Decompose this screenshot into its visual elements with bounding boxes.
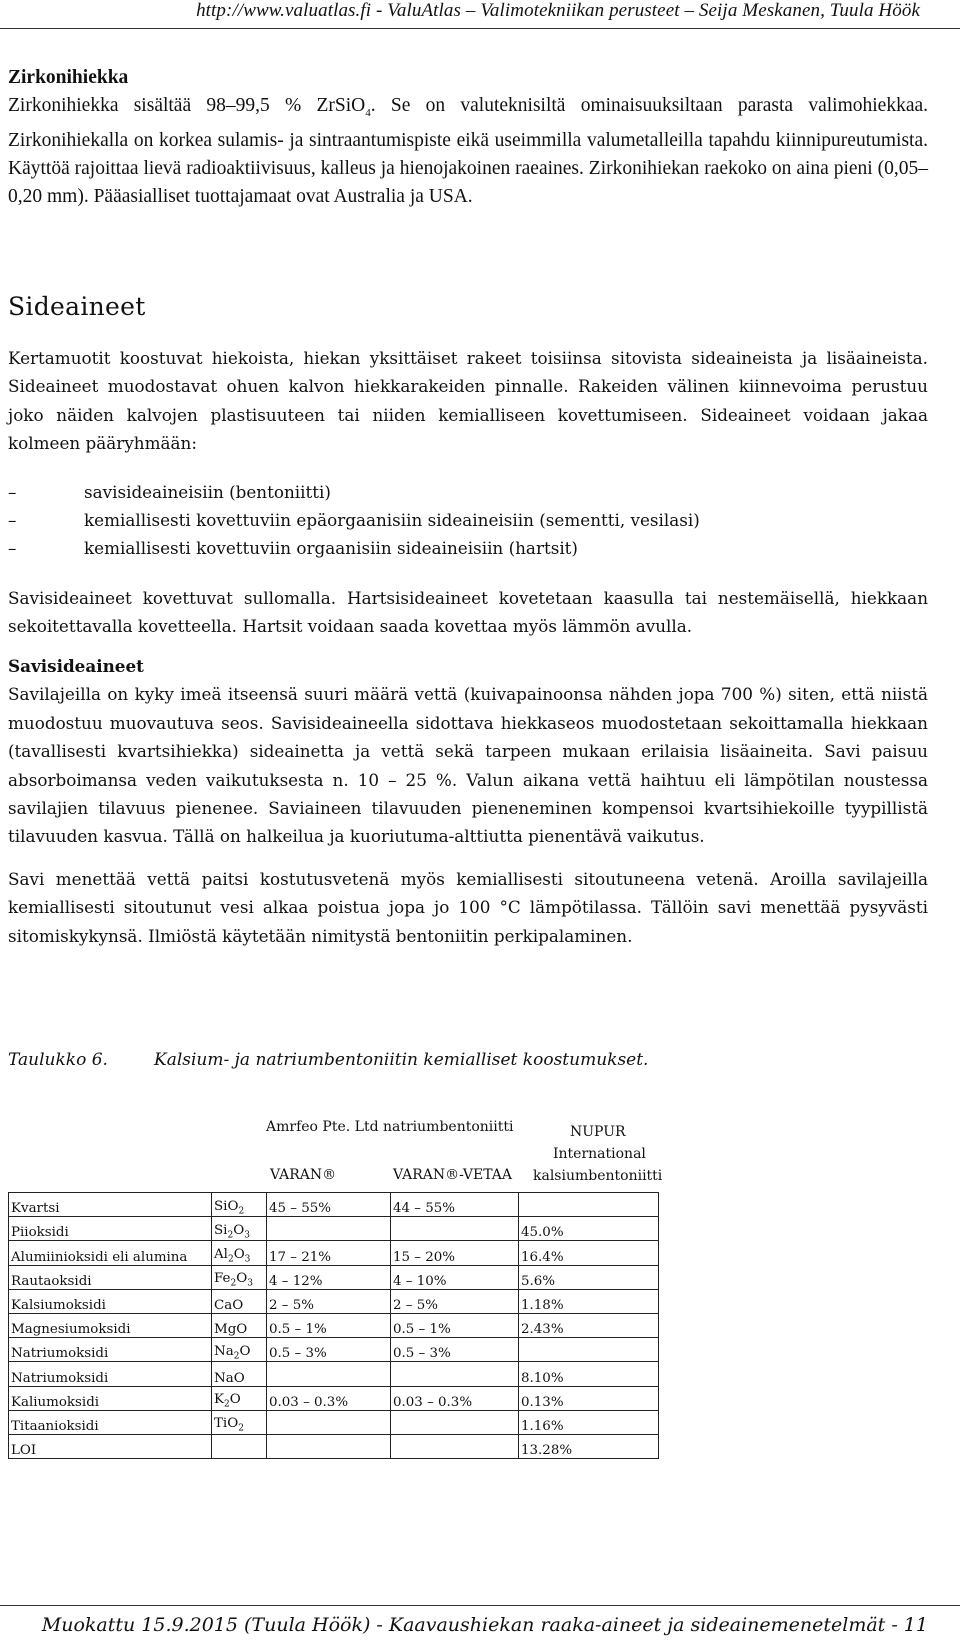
formula-element: Si — [214, 1222, 228, 1238]
table-header-nupur-international: International — [553, 1146, 646, 1162]
cell-varan: 45 – 55% — [267, 1193, 391, 1217]
table-row — [9, 1386, 659, 1410]
sideaineet-intro: Kertamuotit koostuvat hiekoista, hiekan yksittäiset rakeet toisiinsa sitovista sideaineista ja lisäaineista. Sideaineet muodostavat ohuen kalvon hiekkarakeiden pinnalle. Rakeiden välinen kiinnevoima perustuu joko näiden kalvojen plastisuuteen tai niiden kemialliseen kovettumiseen. Sideaineet voidaan jakaa kolmeen pääryhmään: — [8, 348, 928, 454]
sideaineet-closing: Savisideaineet kovettuvat sullomalla. Hartsisideaineet kovetetaan kaasulla tai nestemäisellä, hiekkaan sekoitettavalla kovetteella. Hartsit voidaan saada kovettaa myös lämmön avulla. — [8, 587, 928, 637]
cell-formula — [212, 1217, 267, 1241]
cell-nupur — [519, 1193, 659, 1217]
cell-nupur: 2.43% — [519, 1313, 659, 1337]
cell-nupur: 45.0% — [519, 1217, 659, 1241]
formula-subscript: 2 — [238, 1206, 245, 1217]
cell-formula — [212, 1265, 267, 1289]
formula-subscript: 2 — [227, 1254, 234, 1265]
cell-formula — [212, 1313, 267, 1337]
cell-compound-name: Kaliumoksidi — [9, 1386, 212, 1410]
cell-nupur: 13.28% — [519, 1434, 659, 1458]
dash-bullet: – — [8, 481, 17, 502]
table-row — [9, 1362, 659, 1386]
cell-varan-vetaa: 2 – 5% — [391, 1289, 519, 1313]
cell-varan: 0.5 – 1% — [267, 1313, 391, 1337]
cell-compound-name: Piioksidi — [9, 1217, 212, 1241]
list-item — [8, 506, 928, 534]
table-row — [9, 1313, 659, 1337]
table-row — [9, 1193, 659, 1217]
cell-varan — [267, 1410, 391, 1434]
cell-varan — [267, 1362, 391, 1386]
list-item — [8, 534, 928, 562]
formula-subscript: 2 — [233, 1351, 240, 1362]
formula-element: O — [236, 1271, 248, 1287]
cell-varan-vetaa — [391, 1434, 519, 1458]
cell-formula — [212, 1386, 267, 1410]
zirkonihiekka-heading: Zirkonihiekka — [8, 67, 129, 88]
table-header-nupur-kalsium: kalsiumbentoniitti — [533, 1168, 663, 1184]
cell-nupur: 1.18% — [519, 1289, 659, 1313]
cell-compound-name: Kalsiumoksidi — [9, 1289, 212, 1313]
cell-varan-vetaa: 4 – 10% — [391, 1265, 519, 1289]
cell-nupur: 0.13% — [519, 1386, 659, 1410]
page-footer: Muokattu 15.9.2015 (Tuula Höök) - Kaavaushiekan raaka-aineet ja sideainemenetelmät - 11 — [41, 1614, 928, 1636]
cell-nupur — [519, 1338, 659, 1362]
formula-subscript: 3 — [244, 1254, 251, 1265]
cell-varan-vetaa: 0.03 – 0.3% — [391, 1386, 519, 1410]
binder-group-list — [8, 478, 928, 562]
cell-formula — [212, 1338, 267, 1362]
cell-nupur: 5.6% — [519, 1265, 659, 1289]
cell-compound-name: Rautaoksidi — [9, 1265, 212, 1289]
table-row — [9, 1410, 659, 1434]
sideaineet-section — [8, 344, 928, 640]
table-row — [9, 1338, 659, 1362]
formula-element: TiO — [214, 1416, 239, 1432]
cell-formula — [212, 1410, 267, 1434]
cell-varan — [267, 1434, 391, 1458]
cell-compound-name: Alumiinioksidi eli alumina — [9, 1241, 212, 1265]
header-divider — [0, 28, 960, 29]
cell-nupur: 16.4% — [519, 1241, 659, 1265]
table-header-varan: VARAN® — [270, 1167, 337, 1183]
cell-formula — [212, 1362, 267, 1386]
formula-subscript: 2 — [224, 1399, 230, 1410]
cell-compound-name: Kvartsi — [9, 1193, 212, 1217]
sideaineet-heading: Sideaineet — [8, 292, 146, 321]
cell-varan: 0.03 – 0.3% — [267, 1386, 391, 1410]
list-item-text: kemiallisesti kovettuviin orgaanisiin sideaineisiin (hartsit) — [84, 537, 578, 558]
cell-varan-vetaa — [391, 1410, 519, 1434]
savisideaineet-paragraph-2: Savi menettää vettä paitsi kostutusvetenä myös kemiallisesti sitoutuneena vetenä. Aroilla savilajeilla kemiallisesti sitoutunut vesi alkaa poistua jopa jo 100 °C lämpötilassa. Tällöin savi menettää pysyvästi sitomiskykynsä. Ilmiöstä käytetään nimitystä bentoniitin perkipalaminen. — [8, 868, 928, 946]
formula-subscript: 2 — [230, 1278, 237, 1289]
table-header-group: Amrfeo Pte. Ltd natriumbentoniitti — [266, 1119, 514, 1135]
zirkonihiekka-text-rest: . Se on valuteknisiltä ominaisuuksiltaan parasta valimohiekkaa. Zirkonihiekalla on korkea sulamis- ja sintraantumispiste eikä useimmilla valumetalleilla tapahdu kiinnipureutumista. Käyttöä rajoittaa lievä radioaktiivisuus, kalleus ja hienojakoinen raeaines. Zirkonihiekan raekoko on aina pieni (0,05–0,20 mm). Pääasialliset tuottajamaat ovat Australia ja USA. — [8, 94, 929, 207]
cell-formula — [212, 1289, 267, 1313]
table-row — [9, 1434, 659, 1458]
cell-formula — [212, 1434, 267, 1458]
table-header-nupur: NUPUR — [570, 1124, 626, 1140]
savisideaineet-paragraph-1: Savilajeilla on kyky imeä itseensä suuri määrä vettä (kuivapainoonsa nähden jopa 700 %) siten, että niistä muodostuu muovautuva seos. Savisideaineella sidottava hiekkaseos muodostetaan sekoittamalla hiekkaan (tavallisesti kvartsihiekka) sideainetta ja vettä sekä tarpeen mukaan erilaisia lisäaineita. Savi paisuu absorboimansa veden vaikutuksesta n. 10 – 25 %. Valun aikana vettä haihtuu eli lämpötilan noustessa savilajien tilavuus pienenee. Saviaineen tilavuuden pieneneminen kompensoi kvartsihiekoille tyypillistä tilavuuden kasvua. Tällä on halkeilua ja kuoriutuma-alttiutta pienentävä vaikutus. — [8, 684, 928, 847]
table-caption-label: Taulukko 6. — [8, 1050, 108, 1070]
zirkonihiekka-text-start: Zirkonihiekka sisältää 98–99,5 % ZrSiO — [8, 94, 366, 116]
cell-varan-vetaa — [391, 1362, 519, 1386]
savisideaineet-section — [8, 652, 928, 950]
cell-varan-vetaa: 0.5 – 1% — [391, 1313, 519, 1337]
composition-table — [8, 1192, 659, 1459]
cell-compound-name: Natriumoksidi — [9, 1362, 212, 1386]
page-header: http://www.valuatlas.fi - ValuAtlas – Valimotekniikan perusteet – Seija Meskanen, Tuula Höök — [196, 0, 920, 21]
cell-compound-name: Natriumoksidi — [9, 1338, 212, 1362]
formula-element: O — [233, 1222, 245, 1238]
cell-varan-vetaa — [391, 1217, 519, 1241]
formula-element: NaO — [214, 1370, 245, 1386]
cell-varan-vetaa: 15 – 20% — [391, 1241, 519, 1265]
formula-element: Fe — [214, 1271, 231, 1287]
footer-divider — [0, 1605, 960, 1606]
formula-element: O — [239, 1343, 251, 1359]
cell-varan: 2 – 5% — [267, 1289, 391, 1313]
formula-element: Na — [214, 1343, 234, 1359]
cell-varan: 4 – 12% — [267, 1265, 391, 1289]
formula-element: MgO — [214, 1322, 248, 1338]
table-row — [9, 1289, 659, 1313]
cell-nupur: 1.16% — [519, 1410, 659, 1434]
savisideaineet-heading: Savisideaineet — [8, 656, 144, 676]
table-row — [9, 1265, 659, 1289]
formula-element: K — [214, 1392, 225, 1408]
dash-bullet: – — [8, 537, 17, 558]
zrsio-subscript: 4 — [365, 106, 371, 119]
formula-subscript: 3 — [244, 1230, 250, 1241]
table-header-varan-vetaa: VARAN®-VETAA — [393, 1167, 513, 1183]
cell-varan-vetaa: 0.5 – 3% — [391, 1338, 519, 1362]
cell-compound-name: Titaanioksidi — [9, 1410, 212, 1434]
composition-table-body — [9, 1193, 659, 1459]
table-caption-text: Kalsium- ja natriumbentoniitin kemialliset koostumukset. — [154, 1050, 649, 1070]
cell-compound-name: LOI — [9, 1434, 212, 1458]
zirkonihiekka-section — [8, 64, 928, 210]
cell-compound-name: Magnesiumoksidi — [9, 1313, 212, 1337]
cell-varan-vetaa: 44 – 55% — [391, 1193, 519, 1217]
cell-formula — [212, 1193, 267, 1217]
formula-element: O — [229, 1392, 241, 1408]
table-row — [9, 1217, 659, 1241]
table-caption — [8, 1050, 648, 1070]
formula-subscript: 2 — [238, 1423, 244, 1434]
formula-subscript: 2 — [227, 1230, 234, 1241]
table-row — [9, 1241, 659, 1265]
list-item-text: kemiallisesti kovettuviin epäorgaanisiin sideaineisiin (sementti, vesilasi) — [84, 509, 700, 530]
cell-nupur: 8.10% — [519, 1362, 659, 1386]
cell-varan: 17 – 21% — [267, 1241, 391, 1265]
formula-element: O — [233, 1246, 245, 1262]
cell-varan: 0.5 – 3% — [267, 1338, 391, 1362]
formula-element: Al — [214, 1246, 228, 1262]
formula-element: CaO — [214, 1297, 244, 1313]
formula-element: Si — [214, 1198, 228, 1214]
list-item — [8, 478, 928, 506]
dash-bullet: – — [8, 509, 17, 530]
formula-subscript: 3 — [247, 1278, 253, 1289]
list-item-text: savisideaineisiin (bentoniitti) — [84, 481, 331, 502]
cell-formula — [212, 1241, 267, 1265]
cell-varan — [267, 1217, 391, 1241]
formula-element: O — [227, 1198, 239, 1214]
